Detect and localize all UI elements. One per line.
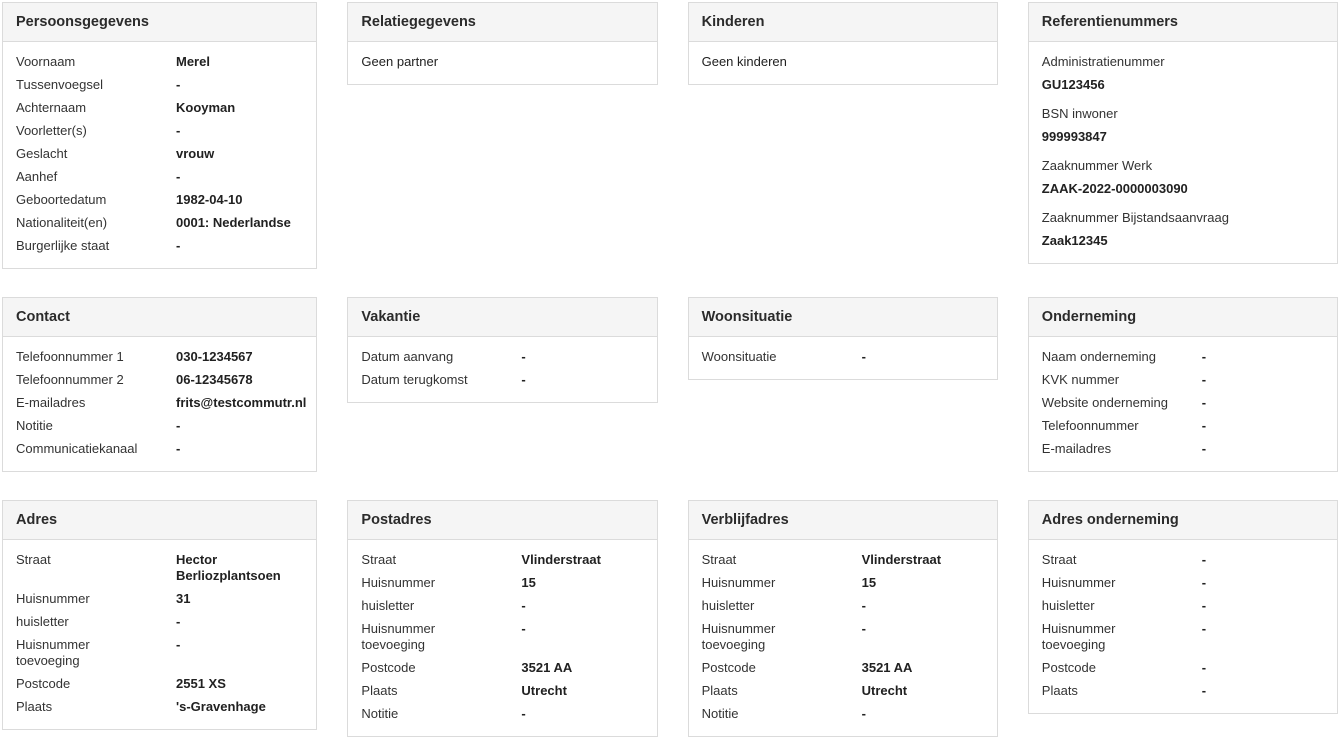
card-title: Vakantie	[348, 298, 656, 337]
card-kinderen	[688, 2, 998, 85]
field-value: -	[176, 238, 181, 253]
field-label: Huisnummer	[701, 575, 776, 590]
field-row	[1042, 575, 1327, 591]
field-label: Telefoonnummer 1	[16, 349, 124, 364]
field-row	[702, 621, 987, 653]
field-row	[16, 192, 306, 208]
field-label: Communicatiekanaal	[16, 441, 138, 456]
field-label: Huisnummer toevoeging	[701, 621, 776, 652]
field-label: Straat	[701, 552, 737, 567]
field-row	[16, 123, 306, 139]
field-label: E-mailadres	[1041, 441, 1112, 456]
field-label: Telefoonnummer 2	[16, 372, 124, 387]
empty-state-text: Geen kinderen	[701, 54, 787, 69]
field-value: -	[176, 637, 181, 652]
field-label: Straat	[361, 552, 397, 567]
field-row	[361, 575, 646, 591]
field-label: Geboortedatum	[16, 192, 107, 207]
field-value: 0001: Nederlandse	[176, 215, 291, 230]
field-value: 3521 AA	[861, 660, 913, 675]
card-body	[3, 540, 316, 729]
field-value: 030-1234567	[176, 349, 253, 364]
card-title: Contact	[3, 298, 316, 337]
card-body	[689, 540, 997, 736]
field-value: -	[1201, 552, 1207, 567]
field-row	[16, 614, 306, 630]
field-row	[16, 676, 306, 692]
field-row	[702, 349, 987, 365]
field-group	[1042, 210, 1327, 249]
field-label: Burgerlijke staat	[16, 238, 110, 253]
field-label: huisletter	[361, 598, 415, 613]
card-title: Postadres	[348, 501, 656, 540]
field-row	[1042, 621, 1327, 653]
card-onderneming	[1028, 297, 1338, 472]
field-value: 31	[176, 591, 191, 606]
field-label: Telefoonnummer	[1041, 418, 1139, 433]
field-value: -	[1201, 395, 1207, 410]
field-value: -	[176, 614, 181, 629]
card-adres-onderneming	[1028, 500, 1338, 714]
field-label: Zaaknummer Werk	[1041, 158, 1153, 173]
field-value: -	[176, 441, 181, 456]
field-label: Notitie	[361, 706, 399, 721]
card-postadres	[347, 500, 657, 737]
field-value: -	[1201, 575, 1207, 590]
field-value: 06-12345678	[176, 372, 253, 387]
field-label: Straat	[1041, 552, 1077, 567]
field-row	[361, 660, 646, 676]
field-row	[16, 395, 306, 411]
field-label: Nationaliteit(en)	[16, 215, 108, 230]
field-row	[361, 706, 646, 722]
field-value: -	[1201, 418, 1207, 433]
card-contact	[2, 297, 317, 472]
card-referentienummers	[1028, 2, 1338, 264]
field-group	[1042, 106, 1327, 145]
field-label: Straat	[16, 552, 51, 567]
field-value: Zaak12345	[1041, 233, 1108, 248]
field-row	[16, 699, 306, 715]
card-body	[3, 337, 316, 471]
field-label: huisletter	[701, 598, 755, 613]
field-label: Voornaam	[16, 54, 76, 69]
field-row	[16, 169, 306, 185]
field-row	[16, 54, 306, 70]
field-value: -	[521, 706, 526, 721]
card-body	[3, 42, 316, 268]
field-label: Huisnummer toevoeging	[361, 621, 436, 652]
field-label: Postcode	[1041, 660, 1096, 675]
field-value: 3521 AA	[521, 660, 573, 675]
field-row	[16, 372, 306, 388]
card-title: Referentienummers	[1029, 3, 1337, 42]
field-label: Website onderneming	[1041, 395, 1169, 410]
field-value: -	[1201, 372, 1207, 387]
field-row	[16, 591, 306, 607]
field-label: Notitie	[701, 706, 739, 721]
field-label: Postcode	[16, 676, 71, 691]
field-row	[16, 349, 306, 365]
field-row	[16, 441, 306, 457]
field-label: Plaats	[361, 683, 398, 698]
field-value: 999993847	[1041, 129, 1107, 144]
field-value: 's-Gravenhage	[176, 699, 266, 714]
field-value: -	[176, 77, 181, 92]
field-value-email: frits@testcommutr.nl	[176, 395, 307, 410]
card-title: Adres onderneming	[1029, 501, 1337, 540]
field-value: -	[861, 349, 866, 364]
field-label: Tussenvoegsel	[16, 77, 103, 92]
field-row	[1042, 372, 1327, 388]
field-value: Utrecht	[861, 683, 908, 698]
field-label: Huisnummer toevoeging	[16, 637, 90, 668]
field-value: -	[1201, 441, 1207, 456]
card-body	[689, 42, 997, 84]
field-label: Zaaknummer Bijstandsaanvraag	[1041, 210, 1229, 225]
field-value: -	[521, 349, 526, 364]
card-adres	[2, 500, 317, 730]
card-body	[348, 337, 656, 402]
field-label: BSN inwoner	[1041, 106, 1118, 121]
field-value: -	[521, 598, 526, 613]
field-value: ZAAK-2022-0000003090	[1041, 181, 1188, 196]
card-title: Persoonsgegevens	[3, 3, 316, 42]
card-body	[1029, 540, 1337, 713]
field-row	[1042, 441, 1327, 457]
field-value: -	[1201, 683, 1207, 698]
field-label: Aanhef	[16, 169, 58, 184]
card-woonsituatie	[688, 297, 998, 380]
field-group	[1042, 54, 1327, 93]
card-title: Onderneming	[1029, 298, 1337, 337]
field-value: 1982-04-10	[176, 192, 243, 207]
field-label: Huisnummer	[16, 591, 90, 606]
field-label: Postcode	[701, 660, 756, 675]
field-row	[16, 637, 306, 669]
field-row	[1042, 349, 1327, 365]
field-row	[702, 552, 987, 568]
card-title: Adres	[3, 501, 316, 540]
field-row	[361, 552, 646, 568]
card-body	[689, 337, 997, 379]
field-value: -	[176, 169, 181, 184]
cards-grid	[2, 2, 1338, 737]
field-row	[16, 418, 306, 434]
field-value: Vlinderstraat	[521, 552, 601, 567]
field-row	[361, 621, 646, 653]
field-label: Datum terugkomst	[361, 372, 468, 387]
field-row	[361, 598, 646, 614]
card-title: Relatiegegevens	[348, 3, 656, 42]
field-value: -	[176, 123, 181, 138]
field-label: Geslacht	[16, 146, 68, 161]
field-label: Administratienummer	[1041, 54, 1165, 69]
card-body	[1029, 337, 1337, 471]
field-label: Voorletter(s)	[16, 123, 87, 138]
card-title: Kinderen	[689, 3, 997, 42]
field-row	[16, 77, 306, 93]
field-value: Hector Berliozplantsoen	[176, 552, 281, 583]
field-row	[702, 575, 987, 591]
field-row	[702, 598, 987, 614]
field-label: Plaats	[16, 699, 53, 714]
field-label: KVK nummer	[1041, 372, 1120, 387]
field-label: Postcode	[361, 660, 416, 675]
field-value: -	[861, 621, 866, 636]
card-body	[348, 42, 656, 84]
field-label: Achternaam	[16, 100, 87, 115]
empty-state-text: Geen partner	[361, 54, 439, 69]
field-value: Vlinderstraat	[861, 552, 942, 567]
field-label: Datum aanvang	[361, 349, 454, 364]
card-body	[348, 540, 656, 736]
field-value: GU123456	[1041, 77, 1105, 92]
field-value: Merel	[176, 54, 210, 69]
field-label: huisletter	[16, 614, 69, 629]
field-label: Plaats	[1041, 683, 1078, 698]
field-value: -	[176, 418, 181, 433]
field-value: vrouw	[176, 146, 215, 161]
field-row	[16, 215, 306, 231]
card-verblijfadres	[688, 500, 998, 737]
field-value: -	[1201, 660, 1207, 675]
field-row	[361, 372, 646, 388]
card-body	[1029, 42, 1337, 263]
field-label: huisletter	[1041, 598, 1095, 613]
field-label: Huisnummer	[361, 575, 436, 590]
field-value: 15	[861, 575, 877, 590]
card-title: Woonsituatie	[689, 298, 997, 337]
field-label: E-mailadres	[16, 395, 86, 410]
card-relatiegegevens	[347, 2, 657, 85]
field-label: Huisnummer toevoeging	[1041, 621, 1116, 652]
field-row	[1042, 395, 1327, 411]
card-title: Verblijfadres	[689, 501, 997, 540]
field-row	[702, 683, 987, 699]
field-value: -	[521, 372, 526, 387]
field-value: 15	[521, 575, 536, 590]
field-row	[1042, 598, 1327, 614]
field-row	[1042, 552, 1327, 568]
field-row	[702, 706, 987, 722]
field-value: -	[861, 598, 866, 613]
field-row	[361, 349, 646, 365]
field-row	[702, 660, 987, 676]
field-label: Huisnummer	[1041, 575, 1116, 590]
field-value: -	[1201, 621, 1207, 636]
card-vakantie	[347, 297, 657, 403]
field-label: Plaats	[701, 683, 738, 698]
field-row	[16, 238, 306, 254]
field-value: Kooyman	[176, 100, 236, 115]
field-row	[16, 552, 306, 584]
field-row	[1042, 418, 1327, 434]
field-label: Notitie	[16, 418, 53, 433]
field-value: 2551 XS	[176, 676, 226, 691]
field-row	[1042, 683, 1327, 699]
field-row	[16, 100, 306, 116]
field-row	[361, 683, 646, 699]
field-value: -	[1201, 598, 1207, 613]
field-row	[16, 146, 306, 162]
field-label: Woonsituatie	[701, 349, 777, 364]
field-group	[1042, 158, 1327, 197]
field-value: -	[521, 621, 526, 636]
field-label: Naam onderneming	[1041, 349, 1156, 364]
field-row	[1042, 660, 1327, 676]
field-value: Utrecht	[521, 683, 567, 698]
card-persoonsgegevens	[2, 2, 317, 269]
field-value: -	[861, 706, 866, 721]
field-value: -	[1201, 349, 1207, 364]
